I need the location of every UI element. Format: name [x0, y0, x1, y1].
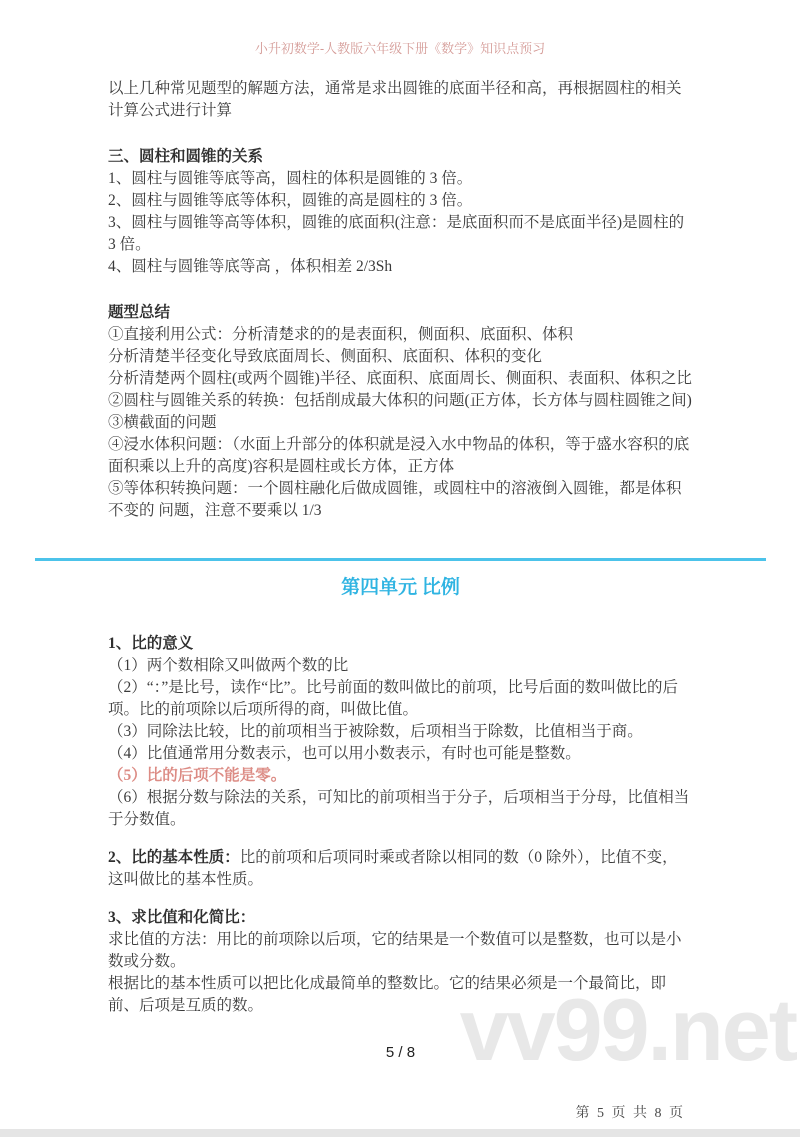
ratio-item-2: （2）“：”是比号，读作“比”。比号前面的数叫做比的前项，比号后面的数叫做比的后项。比的前项除以后项所得的商，叫做比值。: [108, 679, 679, 718]
page-indicator: 5 / 8: [385, 1044, 416, 1061]
section-heading-problem-summary: 题型总结: [108, 304, 171, 321]
relation-item-1: 1、圆柱与圆锥等底等高，圆柱的体积是圆锥的 3 倍。: [108, 170, 473, 187]
page-footer-label: 第 5 页 共 8 页: [575, 1106, 685, 1121]
simplify-item-2: 根据比的基本性质可以把比化成最简单的整数比。它的结果必须是一个最简比，即前、后项是互质的数。: [108, 975, 667, 1014]
ratio-item-4: （4）比值通常用分数表示，也可以用小数表示，有时也可能是整数。: [108, 745, 581, 762]
unit-divider-rule: [35, 558, 766, 561]
summary-item-1: ①直接利用公式：分析清楚求的的是表面积，侧面积、底面积、体积: [108, 326, 574, 343]
heading-ratio-value-simplify: 3、求比值和化简比：: [108, 909, 256, 926]
ratio-item-6: （6）根据分数与除法的关系，可知比的前项相当于分子，后项相当于分母，比值相当于分数值。: [108, 789, 690, 828]
unit4-title: 第四单元 比例: [341, 577, 460, 598]
simplify-item-1: 求比值的方法：用比的前项除以后项，它的结果是一个数值可以是整数，也可以是小数或分数。: [108, 931, 682, 970]
summary-item-5: ③横截面的问题: [108, 414, 217, 431]
summary-item-7: ⑤等体积转换问题：一个圆柱融化后做成圆锥，或圆柱中的溶液倒入圆锥，都是体积不变的 问题，注意不要乘以 1/3: [108, 480, 682, 519]
page-bottom-divider: [0, 1129, 800, 1137]
relation-item-4: 4、圆柱与圆锥等底等高 ，体积相差 2/3Sh: [108, 258, 393, 275]
paragraph-basic-property: [108, 847, 693, 891]
intro-paragraph: 以上几种常见题型的解题方法，通常是求出圆锥的底面半径和高，再根据圆柱的相关计算公式进行计算: [108, 80, 682, 119]
watermark-text: vv99.net: [459, 980, 796, 1079]
ratio-item-3: （3）同除法比较，比的前项相当于被除数，后项相当于除数，比值相当于商。: [108, 723, 643, 740]
relation-item-2: 2、圆柱与圆锥等底等体积，圆锥的高是圆柱的 3 倍。: [108, 192, 473, 209]
basic-property-lead: 2、比的基本性质：: [108, 849, 240, 866]
summary-item-2: 分析清楚半径变化导致底面周长、侧面积、底面积、体积的变化: [108, 348, 543, 365]
summary-item-3: 分析清楚两个圆柱(或两个圆锥)半径、底面积、底面周长、侧面积、表面积、体积之比: [108, 370, 692, 387]
basic-property-body: 比的前项和后项同时乘或者除以相同的数（0 除外），比值不变，这叫做比的基本性质。: [108, 849, 678, 888]
document-body: [108, 78, 693, 1017]
relation-item-3: 3、圆柱与圆锥等高等体积，圆锥的底面积(注意：是底面积而不是底面半径)是圆柱的 3 倍。: [108, 214, 685, 253]
summary-item-4: ②圆柱与圆锥关系的转换：包括削成最大体积的问题(正方体，长方体与圆柱圆锥之间): [108, 392, 692, 409]
heading-meaning-of-ratio: 1、比的意义: [108, 635, 194, 652]
ratio-item-5-highlight: （5）比的后项不能是零。: [108, 767, 287, 784]
summary-item-6: ④浸水体积问题：（水面上升部分的体积就是浸入水中物品的体积，等于盛水容积的底面积乘以上升的高度)容积是圆柱或长方体，正方体: [108, 436, 690, 475]
document-header-title: 小升初数学-人教版六年级下册《数学》知识点预习: [254, 41, 546, 56]
ratio-item-1: （1）两个数相除又叫做两个数的比: [108, 657, 349, 674]
section-heading-cylinder-cone-relation: 三、圆柱和圆锥的关系: [108, 148, 264, 165]
